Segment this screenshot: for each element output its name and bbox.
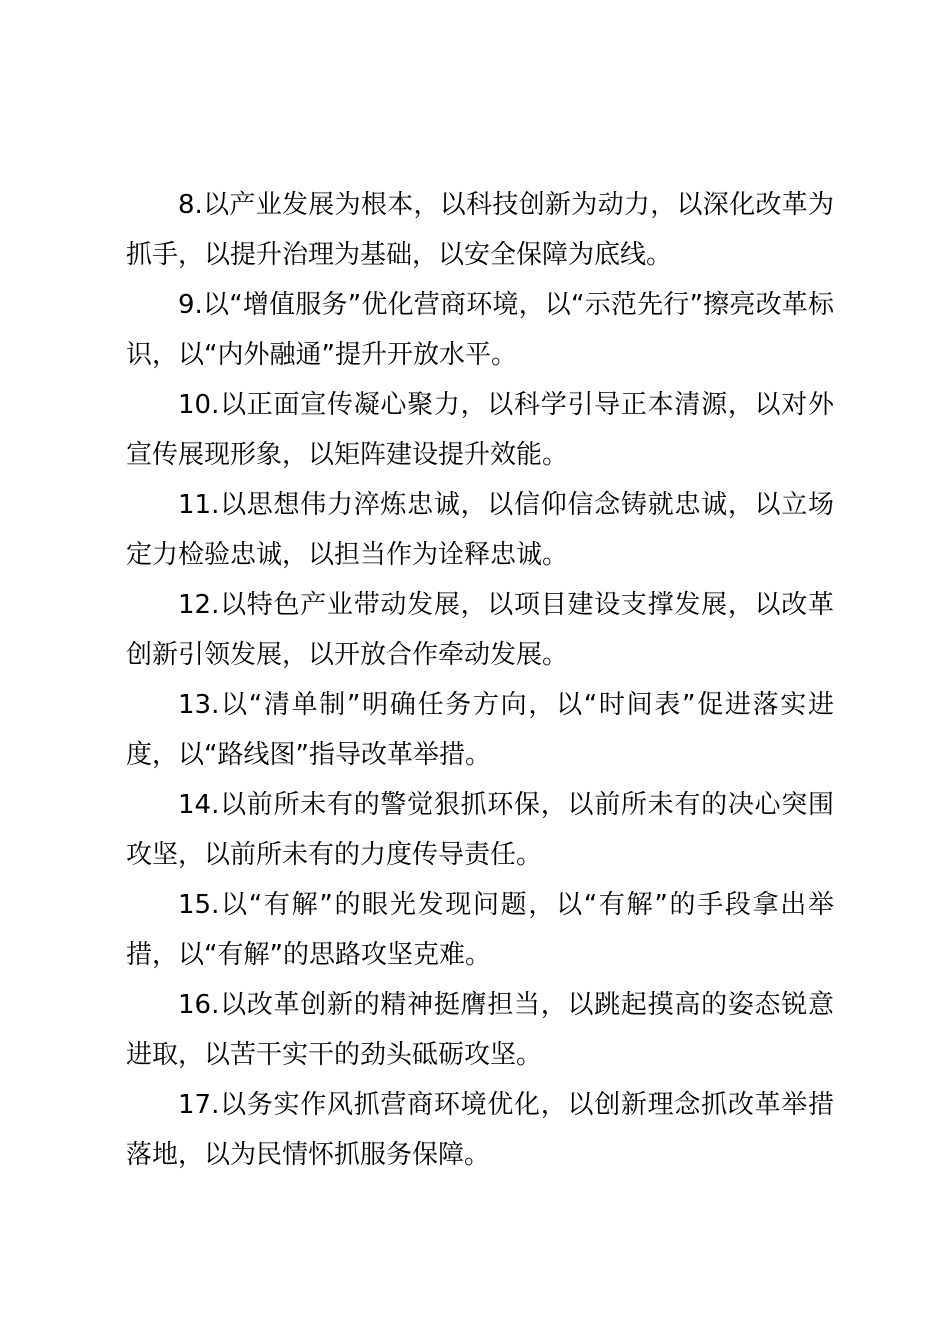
document-body <box>126 180 834 1180</box>
paragraph-8: 8.以产业发展为根本，以科技创新为动力，以深化改革为抓手，以提升治理为基础，以安全保障为底线。 <box>126 190 834 270</box>
paragraph-16: 16.以改革创新的精神挺膺担当，以跳起摸高的姿态锐意进取，以苦干实干的劲头砥砺攻坚。 <box>126 990 834 1070</box>
paragraph-14: 14.以前所未有的警觉狠抓环保，以前所未有的决心突围攻坚，以前所未有的力度传导责任。 <box>126 790 834 870</box>
paragraph-12: 12.以特色产业带动发展，以项目建设支撑发展，以改革创新引领发展，以开放合作牵动发展。 <box>126 590 834 670</box>
paragraph-17: 17.以务实作风抓营商环境优化，以创新理念抓改革举措落地，以为民情怀抓服务保障。 <box>126 1090 834 1170</box>
paragraph-11: 11.以思想伟力淬炼忠诚，以信仰信念铸就忠诚，以立场定力检验忠诚，以担当作为诠释忠诚。 <box>126 490 834 570</box>
paragraph-9: 9.以“增值服务”优化营商环境，以“示范先行”擦亮改革标识，以“内外融通”提升开放水平。 <box>126 290 834 370</box>
paragraph-10: 10.以正面宣传凝心聚力，以科学引导正本清源，以对外宣传展现形象，以矩阵建设提升效能。 <box>126 390 834 470</box>
paragraph-15: 15.以“有解”的眼光发现问题，以“有解”的手段拿出举措，以“有解”的思路攻坚克难。 <box>126 890 834 970</box>
paragraph-13: 13.以“清单制”明确任务方向，以“时间表”促进落实进度，以“路线图”指导改革举措。 <box>126 690 834 770</box>
